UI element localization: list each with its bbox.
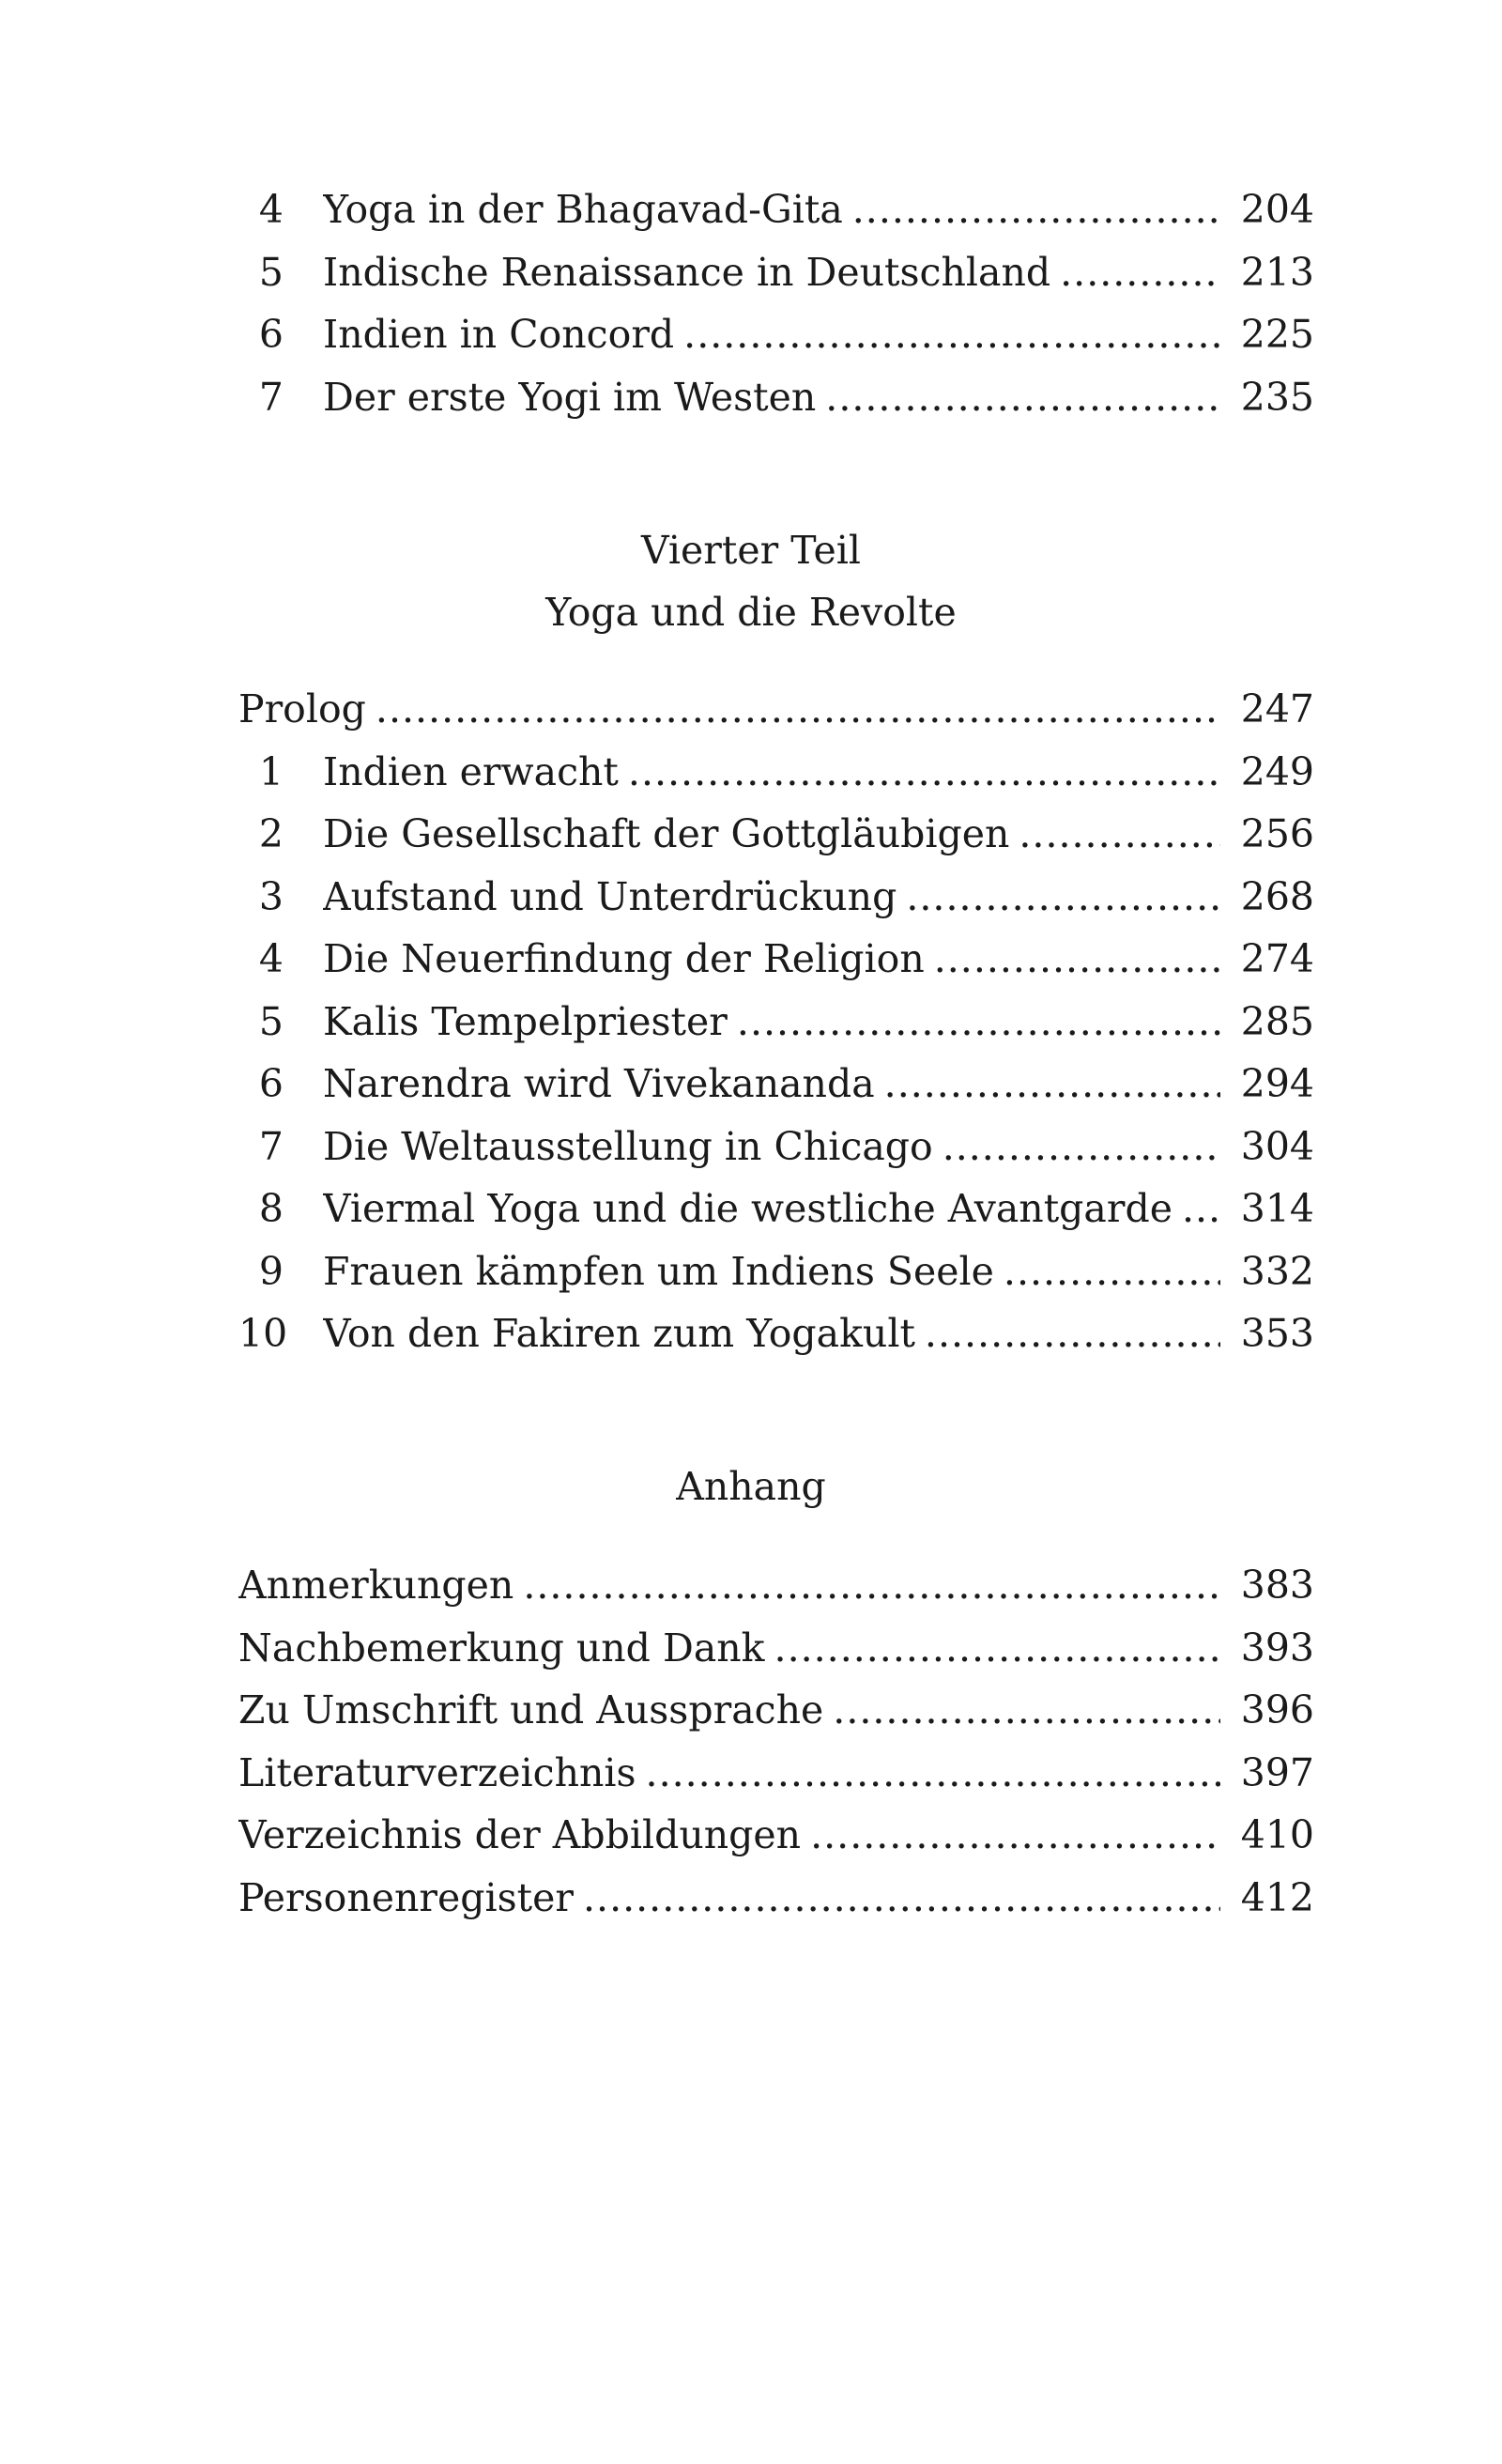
page-number: 247: [1240, 686, 1314, 732]
toc-row[interactable]: [238, 866, 1314, 929]
dot-leader: [1004, 1240, 1220, 1303]
chapter-number: 2: [258, 811, 284, 856]
dot-leader: [825, 366, 1220, 429]
chapter-number: 6: [258, 312, 284, 357]
toc-section-top: [238, 178, 1314, 428]
page-number: 249: [1240, 748, 1314, 794]
dot-leader: [1182, 1178, 1220, 1240]
dot-leader: [583, 1867, 1220, 1930]
page-number: 204: [1240, 187, 1314, 232]
chapter-title: Die Neuerfindung der Religion: [323, 936, 925, 981]
chapter-number: 7: [258, 1123, 284, 1169]
dot-leader: [906, 866, 1220, 929]
chapter-number: 8: [258, 1186, 284, 1231]
dot-leader: [774, 1617, 1220, 1680]
chapter-title: Aufstand und Unterdrückung: [323, 873, 897, 919]
toc-row[interactable]: [238, 1742, 1314, 1805]
chapter-number: 6: [258, 1061, 284, 1106]
chapter-title: Indien in Concord: [323, 312, 675, 357]
toc-row[interactable]: [238, 1554, 1314, 1617]
toc-row[interactable]: [238, 741, 1314, 804]
dot-leader: [934, 928, 1220, 991]
appendix-entry-title: Zu Umschrift und Aussprache: [238, 1687, 824, 1732]
dot-leader: [646, 1742, 1220, 1805]
toc-row[interactable]: [238, 1679, 1314, 1742]
appendix-entry-title: Verzeichnis der Abbildungen: [238, 1812, 802, 1857]
page-number: 383: [1240, 1563, 1314, 1608]
appendix-entry-title: Anmerkungen: [238, 1563, 514, 1608]
page-number: 285: [1240, 998, 1314, 1044]
chapter-title: Narendra wird Vivekananda: [323, 1061, 875, 1106]
page-number: 213: [1240, 249, 1314, 295]
dot-leader: [376, 678, 1220, 741]
toc-row[interactable]: [238, 991, 1314, 1054]
dot-leader: [943, 1116, 1220, 1178]
chapter-number: 9: [258, 1248, 284, 1294]
toc-row[interactable]: [238, 928, 1314, 991]
chapter-title: Der erste Yogi im Westen: [323, 374, 817, 420]
chapter-number: 7: [258, 374, 284, 420]
toc-row[interactable]: [238, 678, 1314, 741]
chapter-number: 4: [258, 187, 284, 232]
dot-leader: [737, 991, 1220, 1054]
dot-leader: [683, 303, 1220, 366]
chapter-number: 10: [238, 1311, 288, 1356]
page-number: 304: [1240, 1123, 1314, 1169]
toc-row[interactable]: [238, 241, 1314, 304]
dot-leader: [925, 1302, 1220, 1365]
toc-section-appendix: [238, 1554, 1314, 1929]
page-number: 314: [1240, 1186, 1314, 1231]
page-number: 225: [1240, 312, 1314, 357]
toc-row[interactable]: [238, 1116, 1314, 1178]
toc-row[interactable]: [238, 1178, 1314, 1240]
page-number: 268: [1240, 873, 1314, 919]
page-number: 396: [1240, 1687, 1314, 1732]
page-number: 235: [1240, 374, 1314, 420]
toc-row[interactable]: [238, 178, 1314, 241]
page-number: 332: [1240, 1248, 1314, 1294]
chapter-number: 5: [258, 249, 284, 295]
dot-leader: [523, 1554, 1220, 1617]
appendix-entry-title: Nachbemerkung und Dank: [238, 1625, 765, 1671]
chapter-title: Frauen kämpfen um Indiens Seele: [323, 1248, 994, 1294]
toc-row[interactable]: [238, 1617, 1314, 1680]
toc-row[interactable]: [238, 1053, 1314, 1116]
chapter-title: Indische Renaissance in Deutschland: [323, 249, 1051, 295]
page-number: 256: [1240, 811, 1314, 856]
chapter-title: Kalis Tempelpriester: [323, 998, 728, 1044]
toc-row[interactable]: [238, 1804, 1314, 1867]
dot-leader: [884, 1053, 1220, 1116]
chapter-number: 1: [258, 748, 284, 794]
chapter-number: 4: [258, 936, 284, 981]
part-title: Yoga und die Revolte: [545, 590, 957, 635]
appendix-entry-title: Personenregister: [238, 1874, 575, 1920]
page-number: 412: [1240, 1874, 1314, 1920]
appendix-title: Anhang: [676, 1464, 826, 1509]
page-number: 294: [1240, 1061, 1314, 1106]
appendix-entry-title: Literaturverzeichnis: [238, 1749, 636, 1795]
dot-leader: [810, 1804, 1220, 1867]
toc-row[interactable]: [238, 366, 1314, 429]
dot-leader: [833, 1679, 1220, 1742]
chapter-title: Yoga in der Bhagavad-Gita: [323, 187, 843, 232]
chapter-title: Von den Fakiren zum Yogakult: [323, 1311, 915, 1356]
chapter-title: Prolog: [238, 686, 366, 732]
toc-row[interactable]: [238, 803, 1314, 866]
toc-row[interactable]: [238, 1867, 1314, 1930]
dot-leader: [628, 741, 1220, 804]
page-number: 353: [1240, 1311, 1314, 1356]
page-number: 410: [1240, 1812, 1314, 1857]
part-label: Vierter Teil: [641, 528, 861, 573]
page-number: 393: [1240, 1625, 1314, 1671]
toc-row[interactable]: [238, 1240, 1314, 1303]
chapter-number: 5: [258, 998, 284, 1044]
chapter-title: Viermal Yoga und die westliche Avantgarde: [323, 1186, 1172, 1231]
dot-leader: [1019, 803, 1220, 866]
toc-row[interactable]: [238, 303, 1314, 366]
page-number: 397: [1240, 1749, 1314, 1795]
toc-section-part4: [238, 678, 1314, 1365]
dot-leader: [1060, 241, 1220, 304]
chapter-title: Indien erwacht: [323, 748, 619, 794]
dot-leader: [852, 178, 1220, 241]
chapter-title: Die Gesellschaft der Gottgläubigen: [323, 811, 1010, 856]
chapter-number: 3: [258, 873, 284, 919]
chapter-title: Die Weltausstellung in Chicago: [323, 1123, 933, 1169]
toc-row[interactable]: [238, 1302, 1314, 1365]
page-number: 274: [1240, 936, 1314, 981]
